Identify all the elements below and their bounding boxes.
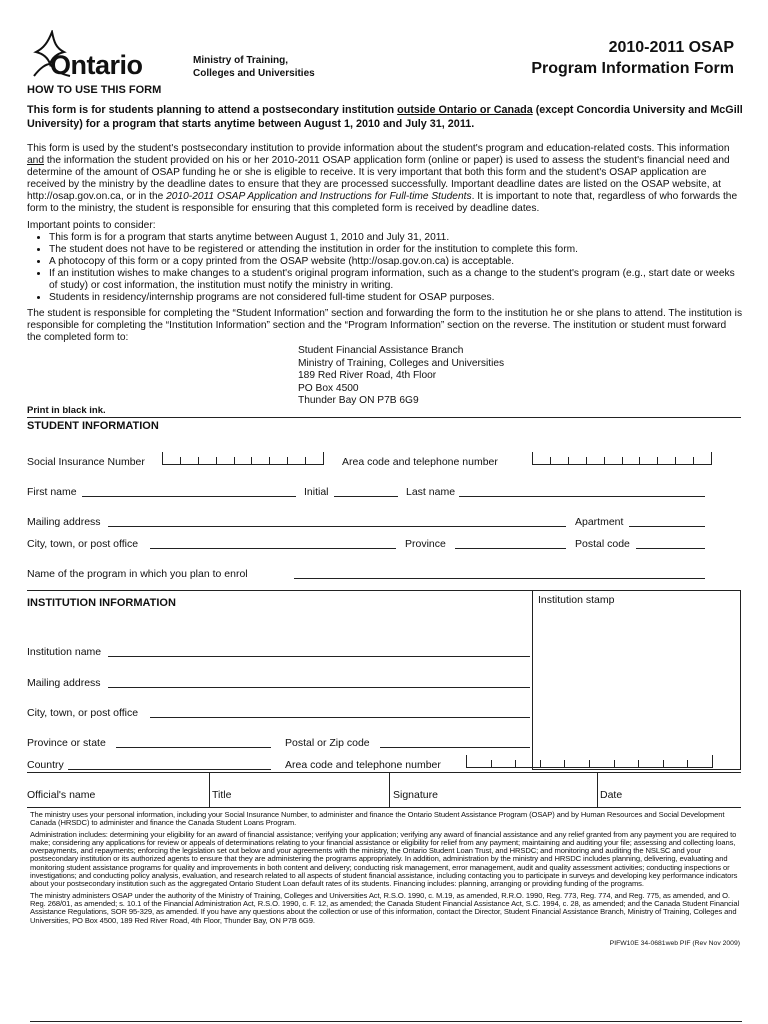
ministry-line-2: Colleges and Universities: [193, 68, 315, 79]
how-to-paragraph-2: The student is responsible for completing the “Student Information” section and forwarding the form to the institution he or she plans to attend. The institution is responsible for completing the “Institution Information” section and the “Program Information” section on the reverse. The institution or student must forward the completed form to:: [27, 308, 743, 343]
intro-text-b: (except Concordia University and McGill University) for a program that starts anytime between August 1, 2010 and July 31, 2011.: [27, 104, 743, 130]
institution-stamp-box[interactable]: [532, 590, 741, 770]
postal-code-field[interactable]: [636, 548, 705, 549]
official-name-label: Official's name: [27, 789, 96, 801]
mailing-address-block: [298, 345, 504, 408]
zip-code-label: Postal or Zip code: [285, 737, 370, 749]
institution-phone-input[interactable]: [466, 755, 713, 768]
country-label: Country: [27, 759, 64, 771]
privacy-paragraph-3: The ministry administers OSAP under the authority of the Ministry of Training, Colleges and Universities Act, R.S.O. 1990, c. M.19, as amended, R.R.O. 1990, Reg. 773, Reg. 774, and Reg. 775, as amended, and O. Reg. 268/01, as amended; s. 10.1 of the Financial Administration Act, R.S.O. 1990, c. F. 12, as amended; the Canada Student Financial Assistance Act, S.C. 1994, c. 28, as amended; and the Canada Student Financial Assistance Regulations, SOR 95-329, as amended. If you have any questions about the collection or use of this information, contact the Director, Student Financial Assistance Branch, Ministry of Training, Colleges and Universities, PO Box 4500, 189 Red River Road, 4th Floor, Thunder Bay, ON P7B 6G9.: [30, 890, 740, 925]
province-state-label: Province or state: [27, 737, 106, 749]
signature-row-divider: [389, 772, 390, 808]
student-mailing-label: Mailing address: [27, 516, 101, 528]
student-section-rule: [27, 417, 741, 418]
para1-text-a: This form is used by the student's postsecondary institution to provide information about the student's program and education-related costs. This information: [27, 143, 730, 154]
how-to-heading: HOW TO USE THIS FORM: [27, 84, 162, 96]
institution-name-field[interactable]: [108, 656, 530, 657]
form-code: PIFW10E 34-0681web PIF (Rev Nov 2009): [609, 940, 740, 947]
institution-city-field[interactable]: [150, 717, 530, 718]
program-name-label: Name of the program in which you plan to enrol: [27, 568, 248, 580]
point-item: • A photocopy of this form or a copy printed from the OSAP website (http://osap.gov.on.ca) is acceptable.: [49, 256, 743, 268]
signature-label: Signature: [393, 789, 438, 801]
form-title: [531, 37, 734, 79]
privacy-paragraph-2: Administration includes: determining your eligibility for an award of financial assistance; verifying your application; verifying any award of financial assistance and any relief granted from any payment you are required to make; considering any applications for review or appeals of determinations relating to your financial assistance or eligibility for relief from any payment; maintaining and auditing your file; assessing and collecting loans, overpayments, and repayments; enforcing the legislation set out below and your agreements with the ministry, the Ontario Student Loan Trust, and HRSDC; and monitoring and auditing the NSLSC and your postsecondary institution or its authorized agents to ensure that they are administering the programs appropriately. In addition, administration by the ministry and HRSDC includes planning, delivering, evaluating and monitoring student assistance programs for quality and improvements in both content and delivery; conducting risk management, error management, audit and quality assessment activities; conducting inspections or investigations; and conducting policy analysis, evaluation, and research related to all aspects of student financial assistance, including contacting you to participate in surveys and developing key performance indicators about your postsecondary institution such as the aggregated Ontario Student Loan default rates of its students. Financing includes: planning, arranging or providing funding of the programs.: [30, 829, 738, 889]
logo-wordmark: Ontario: [50, 50, 143, 80]
institution-section-heading: INSTITUTION INFORMATION: [27, 597, 176, 609]
para1-text-c: . It is important to note that, regardless of who forwards the form to the ministry, the student is responsible for ensuring that this completed form is received by deadline dates.: [27, 191, 738, 214]
first-name-label: First name: [27, 486, 77, 498]
institution-stamp-label: Institution stamp: [538, 594, 615, 606]
first-name-field[interactable]: [82, 496, 296, 497]
sin-label: Social Insurance Number: [27, 456, 145, 468]
last-name-field[interactable]: [459, 496, 705, 497]
signature-row-divider: [597, 772, 598, 808]
date-label: Date: [600, 789, 623, 801]
date-field[interactable]: [628, 774, 738, 806]
province-label: Province: [405, 538, 446, 550]
signature-field[interactable]: [448, 774, 594, 806]
how-to-intro: [27, 103, 743, 131]
student-city-field[interactable]: [150, 548, 396, 549]
student-phone-label: Area code and telephone number: [342, 456, 498, 468]
address-line: Ministry of Training, Colleges and Universities: [298, 357, 505, 369]
point-item: • If an institution wishes to make changes to a student's original program information, such as a change to the student's program (e.g., start date or weeks of study) or cost information, the institution must notify the ministry in writing.: [49, 268, 743, 292]
province-state-field[interactable]: [116, 747, 271, 748]
para1-text-b: the information the student provided on his or her 2010-2011 OSAP application form (online or paper) is used to assess the student's financial need and determine of the amount of OSAP funding he or she is eligible to receive. It is very important that both this form and the student's OSAP application are received by the ministry by the deadline dates to ensure that they are processed successfully. Important deadline dates are listed on the OSAP website, at http://osap.gov.on.ca, or in the: [27, 155, 730, 202]
program-name-field[interactable]: [294, 578, 705, 579]
student-mailing-field[interactable]: [108, 526, 566, 527]
intro-text-underlined: outside Ontario or Canada: [397, 104, 533, 116]
point-item: • This form is for a program that starts anytime between August 1, 2010 and July 31, 2011.: [49, 232, 743, 244]
para1-italic: 2010-2011 OSAP Application and Instructions for Full-time Students: [166, 191, 472, 202]
address-line: PO Box 4500: [298, 382, 359, 394]
address-line: 189 Red River Road, 4th Floor: [298, 370, 437, 382]
institution-phone-label: Area code and telephone number: [285, 759, 441, 771]
address-line: Student Financial Assistance Branch: [298, 345, 464, 356]
institution-mailing-label: Mailing address: [27, 677, 101, 689]
student-city-label: City, town, or post office: [27, 538, 139, 550]
institution-name-label: Institution name: [27, 646, 102, 658]
postal-code-label: Postal code: [575, 538, 630, 550]
ministry-name: [193, 54, 315, 80]
form-title-line-2: Program Information Form: [531, 60, 734, 77]
institution-city-label: City, town, or post office: [27, 707, 139, 719]
country-field[interactable]: [68, 769, 271, 770]
point-item: • Students in residency/internship programs are not considered full-time student for OSAP purposes.: [49, 292, 743, 304]
initial-label: Initial: [304, 486, 329, 498]
para1-and: and: [27, 155, 44, 166]
bottom-rule: [30, 1021, 742, 1022]
student-section-heading: STUDENT INFORMATION: [27, 420, 159, 432]
title-field[interactable]: [240, 774, 386, 806]
sin-input[interactable]: [162, 452, 324, 465]
apartment-label: Apartment: [575, 516, 624, 528]
institution-mailing-field[interactable]: [108, 687, 530, 688]
student-phone-input[interactable]: [532, 452, 712, 465]
title-label: Title: [212, 789, 232, 801]
form-title-line-1: 2010-2011 OSAP: [608, 39, 734, 56]
intro-text-a: This form is for students planning to attend a postsecondary institution: [27, 104, 398, 116]
ontario-logo: [30, 30, 180, 82]
privacy-notice: [30, 811, 742, 925]
last-name-label: Last name: [406, 486, 456, 498]
privacy-paragraph-1: The ministry uses your personal information, including your Social Insurance Number, to administer and finance the Ontario Student Assistance Program (OSAP) and by Human Resources and Social Development Canada (HRSDC) to administer and finance the Canada Student Loans Program.: [30, 810, 725, 828]
points-heading: Important points to consider:: [27, 220, 156, 231]
address-line: Thunder Bay ON P7B 6G9: [298, 395, 419, 407]
zip-code-field[interactable]: [380, 747, 530, 748]
official-name-field[interactable]: [110, 774, 206, 806]
ministry-line-1: Ministry of Training,: [193, 55, 289, 66]
initial-field[interactable]: [334, 496, 398, 497]
signature-row-divider: [209, 772, 210, 808]
how-to-paragraph-1: [27, 143, 743, 215]
points-list: [27, 232, 743, 304]
important-points: [27, 220, 743, 304]
ink-note: Print in black ink.: [27, 405, 106, 416]
province-field[interactable]: [455, 548, 566, 549]
point-item: • The student does not have to be registered or attending the institution in order for the institution to complete this form.: [49, 244, 743, 256]
apartment-field[interactable]: [629, 526, 705, 527]
